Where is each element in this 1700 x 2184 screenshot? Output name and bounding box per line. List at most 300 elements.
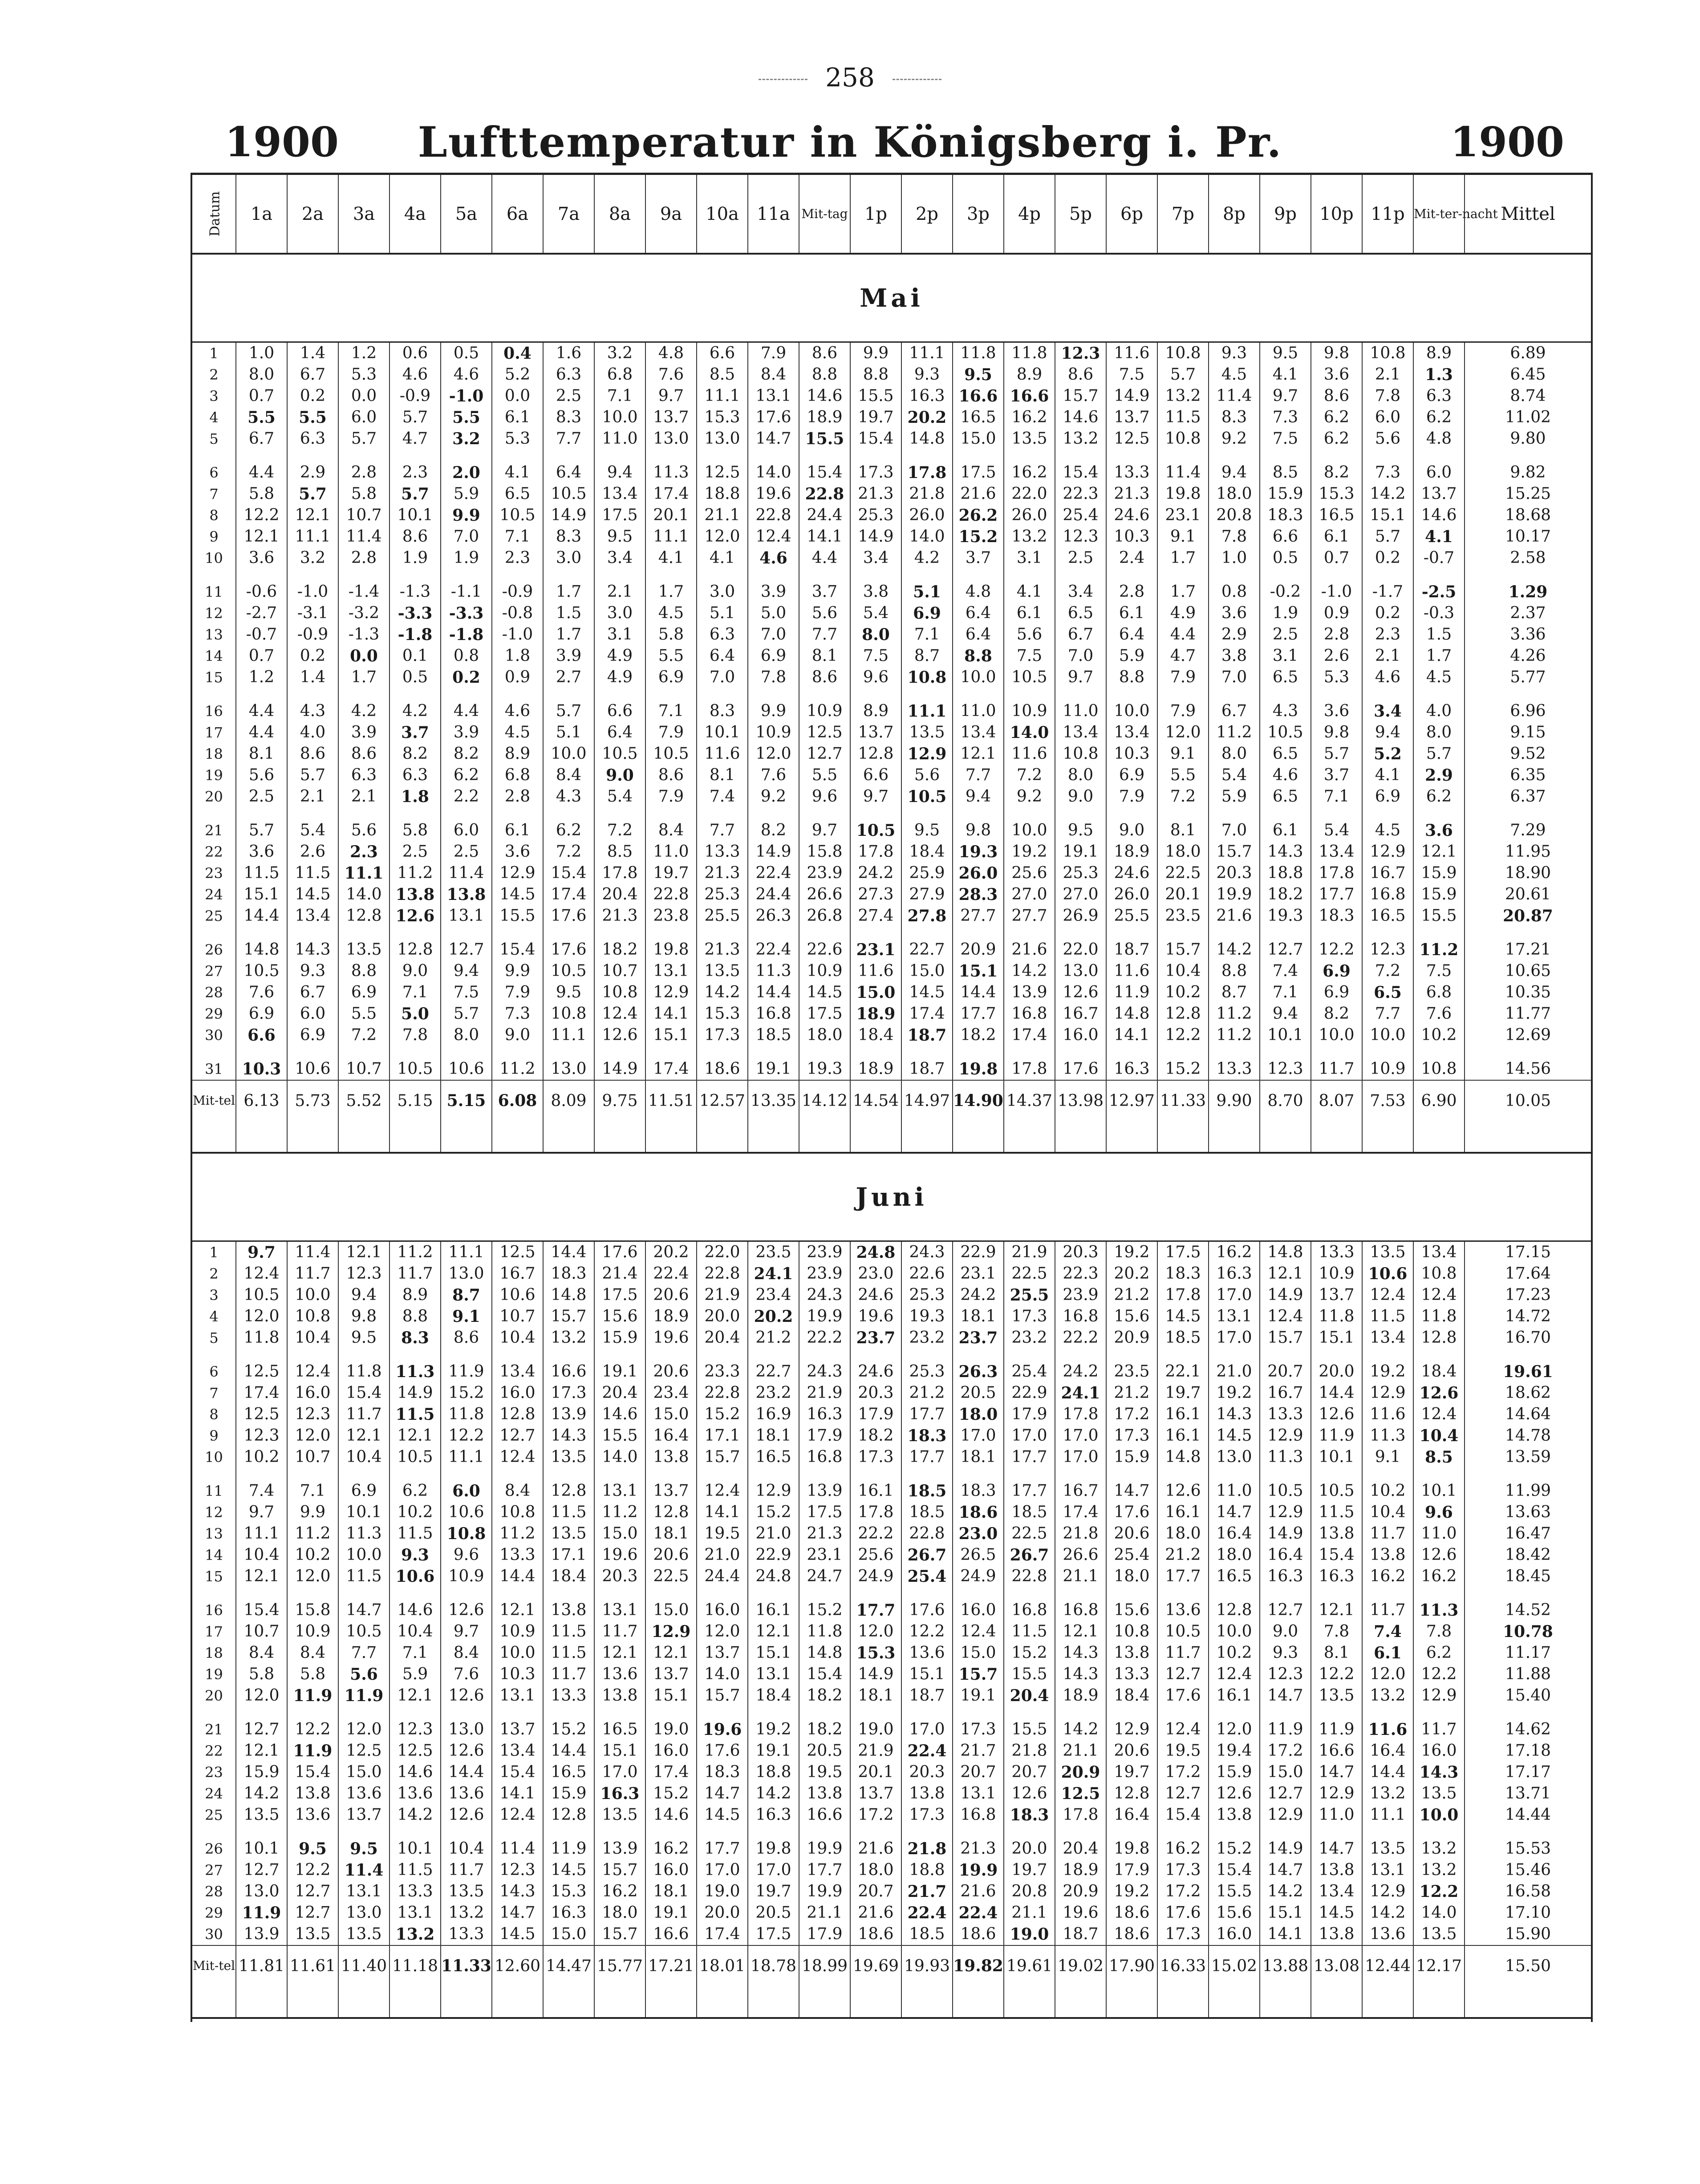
hour-value: 6.3: [389, 765, 441, 786]
hour-value: 13.0: [645, 428, 697, 450]
table-row: [192, 667, 1591, 688]
gap-cell: [1311, 1587, 1362, 1600]
hour-value: 6.7: [236, 428, 287, 450]
hour-value: 12.5: [389, 1740, 441, 1762]
hour-value: 17.0: [1004, 1425, 1055, 1447]
hour-value: 10.6: [287, 1058, 338, 1080]
hour-value: 17.6: [748, 407, 799, 428]
hour-value: 16.2: [645, 1838, 697, 1860]
hour-value: 7.3: [1260, 407, 1311, 428]
hour-value: 3.9: [338, 722, 389, 743]
hour-value: 11.1: [901, 701, 953, 722]
hour-value: 10.1: [697, 722, 748, 743]
hour-value: 19.7: [645, 863, 697, 884]
hour-value: 17.6: [1157, 1902, 1209, 1924]
gap-cell: [287, 1046, 338, 1058]
hour-value: 10.1: [236, 1838, 287, 1860]
hour-value: 10.0: [338, 1544, 389, 1566]
hour-value: 12.2: [1413, 1664, 1465, 1685]
hour-value: 9.3: [389, 1544, 441, 1566]
gap-cell: [697, 1468, 748, 1480]
hour-value: 13.4: [594, 483, 645, 505]
section-end-cell: [901, 1986, 953, 2018]
hour-value: 6.5: [1260, 743, 1311, 765]
hour-value: 19.5: [697, 1523, 748, 1544]
hour-value: 17.0: [953, 1425, 1004, 1447]
hour-value: 0.5: [441, 342, 492, 365]
gap-cell: [492, 688, 543, 701]
hour-value: 17.0: [594, 1762, 645, 1783]
gap-cell: [1055, 1706, 1106, 1719]
hour-value: 9.6: [441, 1544, 492, 1566]
hour-value: 7.5: [1106, 364, 1157, 385]
hour-value: 19.9: [799, 1838, 850, 1860]
hour-value: 13.3: [389, 1881, 441, 1902]
hour-value: 8.8: [338, 960, 389, 982]
hour-value: 14.0: [901, 526, 953, 547]
hour-value: 9.5: [543, 982, 594, 1003]
hour-value: 16.0: [697, 1600, 748, 1621]
hour-value: 6.1: [492, 407, 543, 428]
hour-value: 14.6: [1413, 505, 1465, 526]
hour-value: 19.8: [1157, 483, 1209, 505]
daily-mean: 9.15: [1510, 723, 1546, 742]
hour-value: 5.1: [543, 722, 594, 743]
hour-value: 15.0: [645, 1404, 697, 1425]
hour-value: 9.7: [1260, 385, 1311, 407]
group-gap: [192, 1046, 1591, 1058]
hour-value: -1.1: [441, 581, 492, 603]
hour-value: 25.4: [1055, 505, 1106, 526]
section-end-cell: [1106, 1986, 1157, 2018]
hour-value: 21.1: [1055, 1740, 1106, 1762]
hour-value: 23.4: [645, 1382, 697, 1404]
hour-value: 12.4: [1260, 1306, 1311, 1327]
daily-mean: 18.62: [1505, 1384, 1551, 1402]
section-end-cell: [389, 1121, 441, 1153]
hour-value: 10.9: [748, 722, 799, 743]
daily-mean: 12.69: [1505, 1026, 1551, 1044]
gap-cell: [799, 569, 850, 581]
header-hour: 2p: [901, 175, 953, 254]
day-number: 30: [192, 1924, 236, 1945]
hour-value: 18.9: [1106, 841, 1157, 863]
hour-value: 12.7: [492, 1425, 543, 1447]
hour-value: 9.8: [1311, 722, 1362, 743]
hour-value: 26.7: [1004, 1544, 1055, 1566]
hour-value: 14.2: [1260, 1881, 1311, 1902]
hour-value: 6.4: [953, 624, 1004, 645]
hour-value: 22.5: [1004, 1263, 1055, 1284]
gap-cell: [287, 1349, 338, 1361]
hour-value: 8.0: [1209, 743, 1260, 765]
hour-value: 20.7: [953, 1762, 1004, 1783]
hour-value: 19.2: [1209, 1382, 1260, 1404]
gap-cell: [901, 1349, 953, 1361]
hour-value: 20.1: [850, 1762, 901, 1783]
hour-value: 12.3: [287, 1404, 338, 1425]
hour-value: 17.0: [748, 1860, 799, 1881]
hour-mean: 8.07: [1311, 1080, 1362, 1121]
hour-value: 16.5: [748, 1447, 799, 1468]
hour-value: 16.0: [492, 1382, 543, 1404]
hour-value: 26.3: [953, 1361, 1004, 1382]
hour-value: 11.2: [1413, 939, 1465, 960]
gap-cell: [441, 688, 492, 701]
hour-value: 7.7: [338, 1642, 389, 1664]
daily-mean: 15.46: [1505, 1861, 1551, 1879]
hour-value: 14.3: [287, 939, 338, 960]
gap-cell: [543, 1046, 594, 1058]
day-number: 29: [192, 1902, 236, 1924]
hour-value: 10.4: [236, 1544, 287, 1566]
hour-value: 11.1: [338, 863, 389, 884]
hour-value: 13.4: [492, 1740, 543, 1762]
gap-cell: [1260, 1826, 1311, 1838]
hour-value: 14.4: [441, 1762, 492, 1783]
hour-value: 4.3: [543, 786, 594, 807]
hour-value: 8.2: [1311, 462, 1362, 483]
hour-value: 9.3: [1209, 342, 1260, 365]
hour-value: 7.9: [492, 982, 543, 1003]
section-end-cell: [1260, 1121, 1311, 1153]
hour-value: 16.6: [953, 385, 1004, 407]
hour-value: 5.8: [338, 483, 389, 505]
hour-value: 11.0: [594, 428, 645, 450]
table-row: [192, 863, 1591, 884]
hour-value: 19.7: [1157, 1382, 1209, 1404]
hour-value: 3.7: [389, 722, 441, 743]
gap-cell: [1362, 1826, 1413, 1838]
table-row: [192, 428, 1591, 450]
hour-value: -1.7: [1362, 581, 1413, 603]
hour-value: 10.1: [1413, 1480, 1465, 1502]
hour-value: 13.0: [338, 1902, 389, 1924]
hour-value: 16.0: [287, 1382, 338, 1404]
hour-value: -3.1: [287, 603, 338, 624]
hour-value: 14.4: [543, 1241, 594, 1264]
hour-value: 3.8: [850, 581, 901, 603]
hour-value: 19.8: [953, 1058, 1004, 1080]
hour-value: -0.9: [287, 624, 338, 645]
hour-value: 17.3: [1157, 1860, 1209, 1881]
year-right: 1900: [1450, 118, 1564, 166]
daily-mean: 18.45: [1505, 1567, 1551, 1585]
hour-value: 10.7: [338, 505, 389, 526]
hour-value: 12.8: [1209, 1600, 1260, 1621]
gap-cell: [1004, 1826, 1055, 1838]
hour-value: 21.1: [1004, 1902, 1055, 1924]
hour-value: 3.0: [594, 603, 645, 624]
hour-value: 6.5: [1260, 667, 1311, 688]
hour-value: 15.4: [1209, 1860, 1260, 1881]
hour-value: 8.4: [441, 1642, 492, 1664]
hour-value: 18.3: [1004, 1804, 1055, 1826]
hour-value: 17.3: [850, 1447, 901, 1468]
hour-value: 2.1: [287, 786, 338, 807]
hour-value: 7.6: [441, 1664, 492, 1685]
hour-value: 4.4: [799, 547, 850, 569]
hour-mean: 14.97: [901, 1080, 953, 1121]
hour-value: 10.9: [287, 1621, 338, 1642]
hour-value: 20.6: [645, 1544, 697, 1566]
daily-mean: 18.90: [1505, 864, 1551, 882]
gap-cell: [748, 1046, 799, 1058]
section-end-cell: [543, 1986, 594, 2018]
hour-value: 5.7: [287, 765, 338, 786]
gap-cell: [543, 807, 594, 820]
gap-cell: [1465, 688, 1591, 701]
hour-value: 11.6: [1362, 1719, 1413, 1740]
hour-value: 5.4: [1311, 820, 1362, 841]
gap-cell: [1157, 1826, 1209, 1838]
hour-value: 24.3: [901, 1241, 953, 1264]
gap-cell: [748, 688, 799, 701]
hour-value: 6.5: [1362, 982, 1413, 1003]
hour-value: 3.7: [1311, 765, 1362, 786]
hour-value: 22.4: [748, 863, 799, 884]
hour-value: 17.4: [236, 1382, 287, 1404]
hour-value: 14.3: [1209, 1404, 1260, 1425]
hour-value: 10.8: [543, 1003, 594, 1025]
gap-cell: [901, 1587, 953, 1600]
hour-value: 18.4: [543, 1566, 594, 1587]
hour-value: 16.4: [1106, 1804, 1157, 1826]
hour-value: 17.9: [850, 1404, 901, 1425]
page-title: Lufttemperatur in Königsberg i. Pr.: [418, 118, 1282, 167]
table-row: [192, 905, 1591, 927]
gap-cell: [1465, 807, 1591, 820]
hour-value: 11.0: [1311, 1804, 1362, 1826]
hour-mean: 5.73: [287, 1080, 338, 1121]
hour-value: 17.4: [645, 1058, 697, 1080]
hour-value: 18.5: [748, 1025, 799, 1046]
hour-value: 18.2: [799, 1719, 850, 1740]
hour-value: 16.5: [1209, 1566, 1260, 1587]
hour-value: 7.7: [799, 624, 850, 645]
hour-value: 11.3: [389, 1361, 441, 1382]
hour-value: 5.9: [1209, 786, 1260, 807]
hour-value: 14.7: [748, 428, 799, 450]
section-end-cell: [441, 1986, 492, 2018]
hour-value: 11.1: [1362, 1804, 1413, 1826]
hour-value: 10.5: [645, 743, 697, 765]
gap-cell: [953, 927, 1004, 939]
gap-cell: [1055, 1046, 1106, 1058]
gap-cell: [236, 1826, 287, 1838]
table-row: [192, 603, 1591, 624]
hour-value: 6.6: [1260, 526, 1311, 547]
hour-value: 3.0: [543, 547, 594, 569]
section-end: [192, 1986, 1591, 2018]
hour-value: 15.5: [594, 1425, 645, 1447]
hour-value: 12.3: [236, 1425, 287, 1447]
hour-value: 6.6: [236, 1025, 287, 1046]
hour-value: 5.6: [799, 603, 850, 624]
hour-value: 14.5: [287, 884, 338, 905]
hour-value: 14.5: [543, 1860, 594, 1881]
hour-value: 18.3: [697, 1762, 748, 1783]
hour-value: 21.3: [850, 483, 901, 505]
gap-cell: [594, 450, 645, 462]
hour-value: 10.1: [389, 505, 441, 526]
hour-value: 17.7: [901, 1404, 953, 1425]
hour-value: 10.5: [1260, 1480, 1311, 1502]
hour-value: 0.2: [287, 385, 338, 407]
hour-mean: 12.97: [1106, 1080, 1157, 1121]
hour-value: 6.9: [236, 1003, 287, 1025]
day-number: 28: [192, 1881, 236, 1902]
hour-value: 9.8: [953, 820, 1004, 841]
hour-value: 11.2: [287, 1523, 338, 1544]
hour-value: 18.9: [850, 1058, 901, 1080]
hour-value: 13.0: [1055, 960, 1106, 982]
hour-value: 10.0: [492, 1642, 543, 1664]
hour-value: 5.5: [338, 1003, 389, 1025]
gap-cell: [543, 1706, 594, 1719]
gap-cell: [338, 1468, 389, 1480]
hour-value: 12.0: [287, 1425, 338, 1447]
hour-value: 9.1: [1157, 526, 1209, 547]
hour-value: 12.1: [594, 1642, 645, 1664]
hour-value: 27.7: [1004, 905, 1055, 927]
hour-value: 21.9: [1004, 1241, 1055, 1264]
hour-value: 10.8: [1106, 1621, 1157, 1642]
hour-value: 22.2: [1055, 1327, 1106, 1349]
daily-mean: 15.40: [1505, 1686, 1551, 1705]
hour-value: 13.0: [236, 1881, 287, 1902]
hour-value: 8.1: [236, 743, 287, 765]
gap-cell: [953, 1587, 1004, 1600]
hour-value: 16.3: [799, 1404, 850, 1425]
hour-value: 18.8: [1260, 863, 1311, 884]
hour-value: 17.3: [697, 1025, 748, 1046]
table-row: [192, 1685, 1591, 1706]
hour-value: 14.2: [1209, 939, 1260, 960]
gap-cell: [338, 450, 389, 462]
table-row: [192, 1058, 1591, 1080]
gap-cell: [1004, 1468, 1055, 1480]
hour-value: 13.5: [543, 1447, 594, 1468]
hour-value: 12.7: [1157, 1664, 1209, 1685]
hour-value: 2.6: [287, 841, 338, 863]
gap-cell: [697, 1349, 748, 1361]
hour-value: 6.5: [1055, 603, 1106, 624]
hour-value: 4.1: [645, 547, 697, 569]
hour-value: 16.8: [748, 1003, 799, 1025]
hour-value: 20.8: [1209, 505, 1260, 526]
hour-value: 6.5: [1260, 786, 1311, 807]
section-end-cell: [1055, 1986, 1106, 2018]
hour-value: 17.7: [1004, 1480, 1055, 1502]
section-end-cell: [594, 1121, 645, 1153]
hour-value: 22.0: [1004, 483, 1055, 505]
gap-cell: [338, 807, 389, 820]
gap-cell: [901, 688, 953, 701]
hour-value: 24.8: [850, 1241, 901, 1264]
hour-value: 8.1: [1311, 1642, 1362, 1664]
hour-value: 10.7: [594, 960, 645, 982]
hour-value: 12.3: [1055, 342, 1106, 365]
hour-value: 12.3: [1260, 1058, 1311, 1080]
hour-value: 24.8: [748, 1566, 799, 1587]
hour-value: 19.1: [645, 1902, 697, 1924]
hour-value: 11.1: [543, 1025, 594, 1046]
hour-value: 3.2: [287, 547, 338, 569]
gap-cell: [953, 1706, 1004, 1719]
gap-cell: [1106, 1587, 1157, 1600]
hour-value: 25.6: [850, 1544, 901, 1566]
gap-cell: [850, 569, 901, 581]
section-end-cell: [441, 1121, 492, 1153]
hour-value: 12.0: [236, 1306, 287, 1327]
table-row: [192, 1306, 1591, 1327]
daily-mean: 8.74: [1510, 387, 1546, 405]
header-hour: 7a: [543, 175, 594, 254]
hour-value: 15.1: [901, 1664, 953, 1685]
temperature-table-frame: [191, 173, 1593, 2022]
hour-value: 23.9: [1055, 1284, 1106, 1306]
hour-value: 17.7: [850, 1600, 901, 1621]
hour-value: 11.9: [236, 1902, 287, 1924]
daily-mean: 5.77: [1510, 668, 1546, 686]
hour-value: 2.9: [287, 462, 338, 483]
gap-cell: [441, 1587, 492, 1600]
hour-value: 13.8: [543, 1600, 594, 1621]
hour-value: 13.1: [338, 1881, 389, 1902]
hour-value: 15.9: [543, 1783, 594, 1804]
hour-value: 7.1: [389, 982, 441, 1003]
hour-value: 22.8: [799, 483, 850, 505]
hour-value: 12.2: [287, 1860, 338, 1881]
hour-value: 15.0: [953, 428, 1004, 450]
hour-value: 17.7: [1157, 1566, 1209, 1587]
hour-value: 10.5: [594, 743, 645, 765]
table-row: [192, 1480, 1591, 1502]
header-hour: 8p: [1209, 175, 1260, 254]
gap-cell: [1260, 1349, 1311, 1361]
hour-value: 21.3: [799, 1523, 850, 1544]
hour-value: 25.4: [1004, 1361, 1055, 1382]
hour-value: -0.8: [492, 603, 543, 624]
hour-value: 11.7: [594, 1621, 645, 1642]
hour-value: 18.9: [799, 407, 850, 428]
hour-value: 11.4: [492, 1838, 543, 1860]
hour-value: 13.3: [1260, 1404, 1311, 1425]
hour-value: 15.7: [1055, 385, 1106, 407]
hour-value: 22.4: [953, 1902, 1004, 1924]
hour-value: 9.0: [389, 960, 441, 982]
hour-value: 21.6: [1004, 939, 1055, 960]
hour-value: 4.4: [1157, 624, 1209, 645]
hour-value: 17.5: [594, 1284, 645, 1306]
hour-value: 21.7: [901, 1881, 953, 1902]
hour-value: 13.1: [1209, 1306, 1260, 1327]
hour-value: 4.6: [748, 547, 799, 569]
hour-value: 4.4: [236, 701, 287, 722]
gap-cell: [389, 1706, 441, 1719]
table-row: [192, 884, 1591, 905]
hour-value: 7.0: [697, 667, 748, 688]
hour-value: 11.2: [1209, 1025, 1260, 1046]
gap-cell: [543, 1826, 594, 1838]
hour-value: 5.7: [1413, 743, 1465, 765]
hour-value: 16.7: [1055, 1480, 1106, 1502]
hour-value: 13.8: [594, 1685, 645, 1706]
hour-value: 18.0: [1106, 1566, 1157, 1587]
table-row: [192, 462, 1591, 483]
day-number: 21: [192, 820, 236, 841]
